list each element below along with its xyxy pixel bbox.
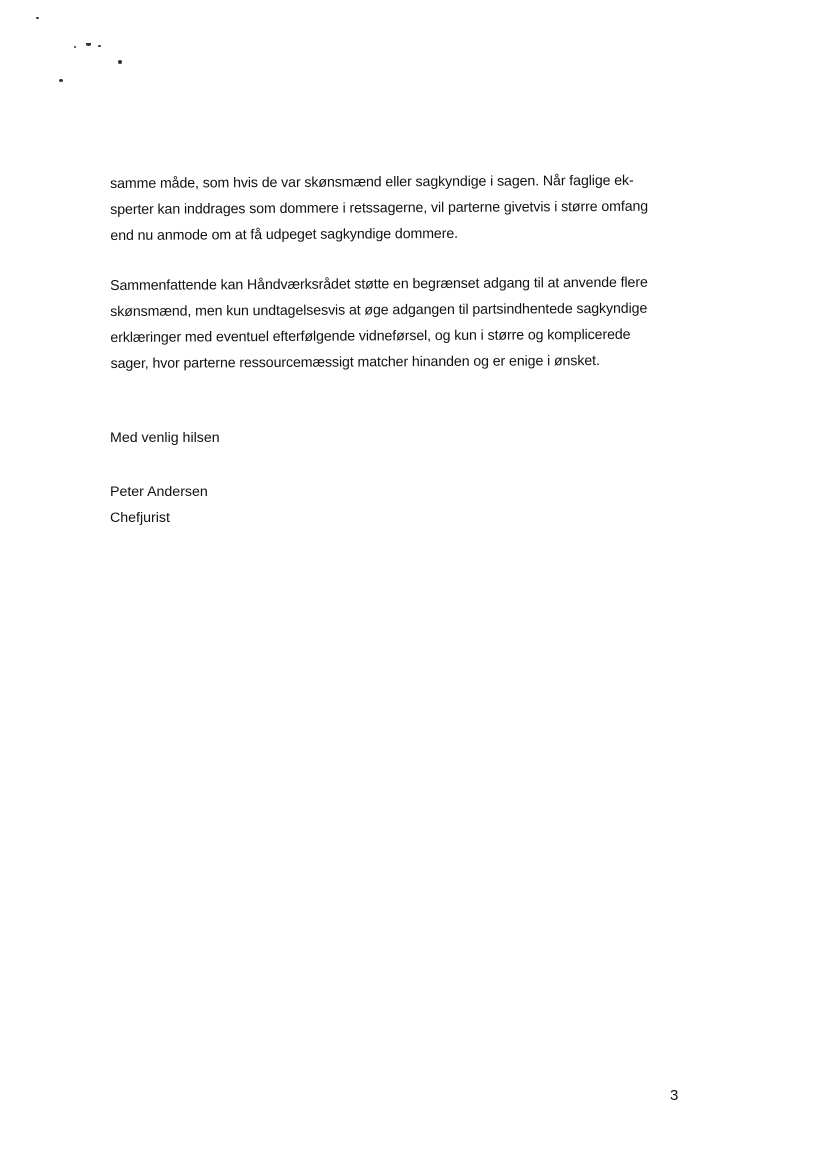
text-line: sager, hvor parterne ressourcemæssigt matcher hinanden og er enige i ønsket.: [110, 353, 600, 372]
scan-speck: [86, 43, 91, 46]
text-line: end nu anmode om at få udpeget sagkyndige dommere.: [110, 225, 459, 244]
text-line: skønsmænd, men kun undtagelsesvis at øge adgangen til partsindhentede sagkyndige: [110, 300, 648, 320]
signer-name: Peter Andersen: [110, 484, 208, 500]
scan-speck: [59, 79, 63, 82]
scan-speck: [36, 17, 39, 19]
page-number: 3: [670, 1087, 679, 1104]
body-paragraph: [110, 270, 681, 377]
signer-title: Chefjurist: [110, 510, 170, 526]
scan-speck: [74, 46, 76, 48]
text-line: erklæringer med eventuel efterfølgende vidneførsel, og kun i større og komplicerede: [110, 326, 631, 346]
text-line: sperter kan inddrages som dommere i retssagerne, vil parterne givetvis i større omfang: [110, 198, 649, 218]
text-line: samme måde, som hvis de var skønsmænd eller sagkyndige i sagen. Når faglige ek-: [110, 172, 634, 192]
signature-block: [110, 479, 208, 531]
scan-speck: [118, 60, 122, 64]
text-line: Sammenfattende kan Håndværksrådet støtte en begrænset adgang til at anvende flere: [110, 274, 648, 294]
closing-salutation: Med venlig hilsen: [110, 430, 220, 446]
scan-speck: [98, 45, 101, 47]
body-paragraph: [110, 168, 680, 249]
